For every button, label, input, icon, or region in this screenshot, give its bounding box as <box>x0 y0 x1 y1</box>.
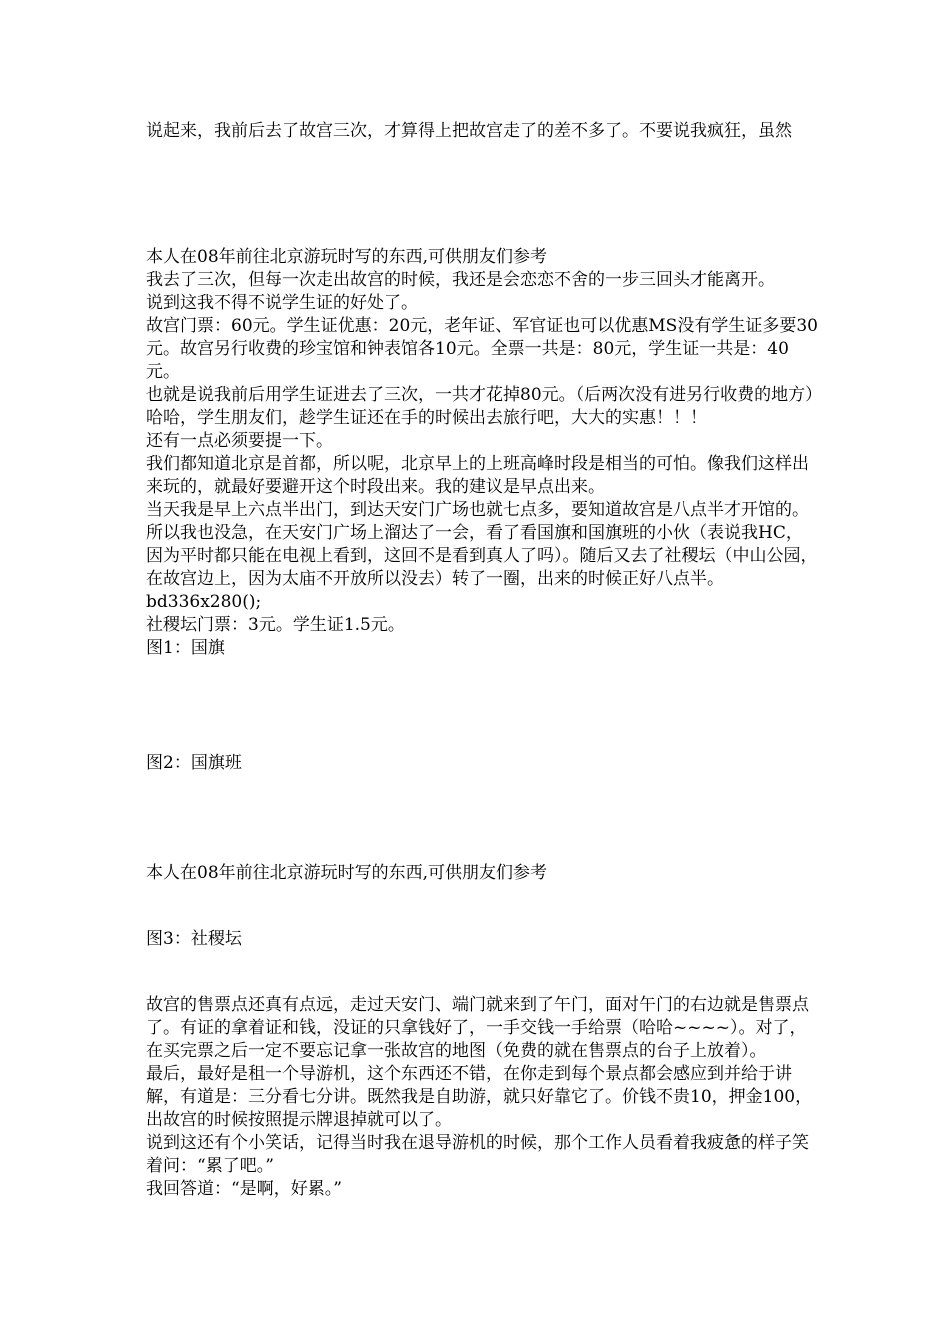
article-paragraph: 最后，最好是租一个导游机，这个东西还不错，在你走到每个景点都会感应到并给于讲解，有道是：三分看七分讲。既然我是自助游，就只好靠它了。价钱不贵10，押金100，出故宫的时候按照提示牌退掉就可以了。 <box>146 1064 813 1130</box>
article-source-note: 本人在08年前往北京游玩时写的东西,可供朋友们参考 <box>146 863 548 883</box>
ad-script-placeholder: bd336x280(); <box>146 592 262 612</box>
article-paragraph: 我们都知道北京是首都，所以呢，北京早上的上班高峰时段是相当的可怕。像我们这样出来玩的，就最好要避开这个时段出来。我的建议是早点出来。 <box>146 454 809 497</box>
figure-caption-3: 图3：社稷坛 <box>146 929 242 949</box>
article-paragraph: 故宫门票：60元。学生证优惠：20元，老年证、军官证也可以优惠MS没有学生证多要30元。故宫另行收费的珍宝馆和钟表馆各10元。全票一共是：80元，学生证一共是：40元。 <box>146 316 818 382</box>
article-paragraph: 说到这还有个小笑话，记得当时我在退导游机的时候，那个工作人员看着我疲惫的样子笑着问：“累了吧。” <box>146 1133 809 1176</box>
closing-section <box>146 994 818 1201</box>
repeated-source-note-section <box>146 862 818 885</box>
main-article-section <box>146 246 823 660</box>
article-paragraph: 还有一点必须要提一下。 <box>146 431 333 451</box>
article-paragraph: 我回答道：“是啊，好累。” <box>146 1179 342 1199</box>
figure-2-section <box>146 752 818 775</box>
article-paragraph: 哈哈，学生朋友们，趁学生证还在手的时候出去旅行吧，大大的实惠！！！ <box>146 408 707 428</box>
article-source-note: 本人在08年前往北京游玩时写的东西,可供朋友们参考 <box>146 247 548 267</box>
article-paragraph: 我去了三次，但每一次走出故宫的时候，我还是会恋恋不舍的一步三回头才能离开。 <box>146 270 775 290</box>
figure-caption-2: 图2：国旗班 <box>146 753 242 773</box>
figure-3-section <box>146 928 818 951</box>
figure-caption-1: 图1：国旗 <box>146 638 225 658</box>
article-paragraph: 说到这我不得不说学生证的好处了。 <box>146 293 418 313</box>
intro-section <box>146 120 818 143</box>
intro-paragraph: 说起来，我前后去了故宫三次，才算得上把故宫走了的差不多了。不要说我疯狂，虽然 <box>146 121 792 141</box>
article-paragraph: 也就是说我前后用学生证进去了三次，一共才花掉80元。（后两次没有进另行收费的地方） <box>146 385 823 405</box>
article-paragraph: 当天我是早上六点半出门，到达天安门广场也就七点多，要知道故宫是八点半才开馆的。所以我也没急，在天安门广场上溜达了一会，看了看国旗和国旗班的小伙（表说我HC，因为平时都只能在电视上看到，这回不是看到真人了吗）。随后又去了社稷坛（中山公园，在故宫边上，因为太庙不开放所以没去）转了一圈，出来的时候正好八点半。 <box>146 500 818 589</box>
article-paragraph: 故宫的售票点还真有点远，走过天安门、端门就来到了午门，面对午门的右边就是售票点了。有证的拿着证和钱，没证的只拿钱好了，一手交钱一手给票（哈哈~~~~）。对了，在买完票之后一定不要忘记拿一张故宫的地图（免费的就在售票点的台子上放着）。 <box>146 995 809 1061</box>
article-paragraph: 社稷坛门票：3元。学生证1.5元。 <box>146 615 405 635</box>
